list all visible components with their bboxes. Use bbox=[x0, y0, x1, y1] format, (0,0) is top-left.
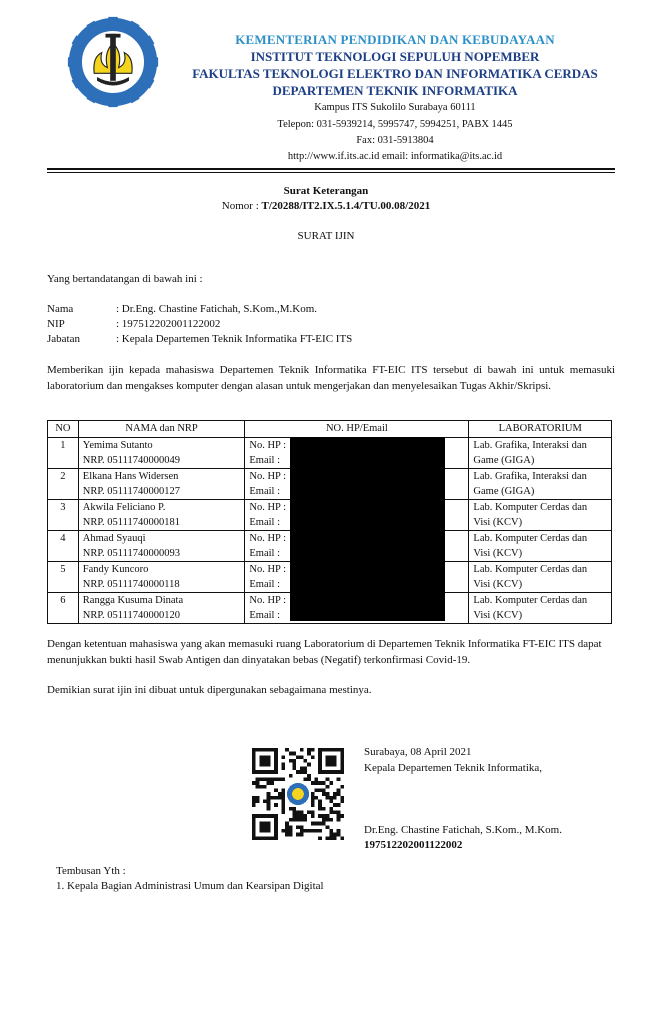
document-title: Surat Keterangan bbox=[283, 185, 369, 197]
hp-label: No. HP : bbox=[249, 533, 287, 544]
closing-paragraph: Demikian surat ijin ini dibuat untuk dipergunakan sebagaimana mestinya. bbox=[47, 684, 372, 696]
document-number-value: T/20288/IT2.IX.5.1.4/TU.00.08/2021 bbox=[261, 200, 431, 212]
position-value: : Kepala Departemen Teknik Informatika FT-EIC ITS bbox=[116, 333, 353, 345]
letterhead-rule bbox=[47, 168, 615, 170]
hp-label: No. HP : bbox=[249, 502, 287, 513]
intro-text: Yang bertandatangan di bawah ini : bbox=[47, 273, 203, 285]
hp-label: No. HP : bbox=[249, 595, 287, 606]
student-nrp: NRP. 05111740000120 bbox=[82, 610, 181, 621]
lab-line-1: Lab. Grafika, Interaksi dan bbox=[473, 471, 587, 482]
student-nrp: NRP. 05111740000181 bbox=[82, 517, 181, 528]
phone-line: Telepon: 031-5939214, 5995747, 5994251, PABX 1445 bbox=[277, 119, 513, 130]
lab-line-2: Visi (KCV) bbox=[473, 610, 523, 621]
row-no: 6 bbox=[48, 593, 79, 624]
position-label: Jabatan bbox=[47, 333, 80, 345]
letterhead-rule-thin bbox=[47, 172, 615, 173]
fax-line: Fax: 031-5913804 bbox=[356, 135, 434, 146]
nip-value: : 197512202001122002 bbox=[116, 318, 221, 330]
cc-label: Tembusan Yth : bbox=[56, 865, 126, 877]
student-nrp: NRP. 05111740000093 bbox=[82, 548, 181, 559]
institute-heading: INSTITUT TEKNOLOGI SEPULUH NOPEMBER bbox=[250, 49, 540, 64]
faculty-heading: FAKULTAS TEKNOLOGI ELEKTRO DAN INFORMATIKA CERDAS bbox=[192, 66, 598, 81]
redaction-block bbox=[290, 437, 445, 621]
hp-label: No. HP : bbox=[249, 440, 287, 451]
lab-line-1: Lab. Grafika, Interaksi dan bbox=[473, 440, 587, 451]
student-name: Elkana Hans Widersen bbox=[82, 471, 179, 482]
email-label: Email : bbox=[249, 455, 280, 466]
lab-line-2: Visi (KCV) bbox=[473, 517, 523, 528]
row-no: 5 bbox=[48, 562, 79, 593]
email-label: Email : bbox=[249, 610, 280, 621]
student-nrp: NRP. 05111740000118 bbox=[82, 579, 180, 590]
its-logo bbox=[66, 15, 160, 109]
row-no: 3 bbox=[48, 500, 79, 531]
qr-code bbox=[252, 748, 344, 840]
document-subject: SURAT IJIN bbox=[297, 230, 355, 242]
hp-label: No. HP : bbox=[249, 564, 287, 575]
lab-line-1: Lab. Komputer Cerdas dan bbox=[473, 595, 588, 606]
web-email-line: http://www.if.its.ac.id email: informatika@its.ac.id bbox=[287, 151, 503, 162]
student-name: Akwila Feliciano P. bbox=[82, 502, 166, 513]
student-nrp: NRP. 05111740000049 bbox=[82, 455, 181, 466]
row-no: 2 bbox=[48, 469, 79, 500]
lab-line-1: Lab. Komputer Cerdas dan bbox=[473, 564, 588, 575]
header-contact: NO. HP/Email bbox=[245, 421, 469, 438]
signature-place-date: Surabaya, 08 April 2021 bbox=[364, 746, 472, 758]
nip-label: NIP bbox=[47, 318, 65, 330]
email-label: Email : bbox=[249, 548, 280, 559]
student-name: Yemima Sutanto bbox=[82, 440, 153, 451]
row-no: 1 bbox=[48, 438, 79, 469]
student-name: Fandy Kuncoro bbox=[82, 564, 149, 575]
lab-line-2: Game (GIGA) bbox=[473, 486, 535, 497]
signature-name: Dr.Eng. Chastine Fatichah, S.Kom., M.Kom. bbox=[364, 824, 562, 836]
student-name: Rangga Kusuma Dinata bbox=[82, 595, 184, 606]
email-label: Email : bbox=[249, 579, 280, 590]
student-name: Ahmad Syauqi bbox=[82, 533, 146, 544]
address-line: Kampus ITS Sukolilo Surabaya 60111 bbox=[314, 102, 476, 113]
header-name: NAMA dan NRP bbox=[78, 421, 245, 438]
email-label: Email : bbox=[249, 517, 280, 528]
student-nrp: NRP. 05111740000127 bbox=[82, 486, 181, 497]
document-number-label: Nomor : bbox=[221, 200, 259, 212]
lab-line-2: Visi (KCV) bbox=[473, 579, 523, 590]
lab-line-2: Visi (KCV) bbox=[473, 548, 523, 559]
cc-item: 1. Kepala Bagian Administrasi Umum dan Kearsipan Digital bbox=[56, 880, 324, 892]
name-label: Nama bbox=[47, 303, 74, 315]
lab-line-2: Game (GIGA) bbox=[473, 455, 535, 466]
row-no: 4 bbox=[48, 531, 79, 562]
lab-line-1: Lab. Komputer Cerdas dan bbox=[473, 502, 588, 513]
permission-paragraph: Memberikan ijin kepada mahasiswa Departemen Teknik Informatika FT-EIC ITS tersebut di bawah ini untuk memasuki laboratorium dan mengakses komputer dengan alasan untuk mengerjakan dan menyelesaikan Tugas Akhir/Skripsi. bbox=[47, 364, 615, 392]
signature-title: Kepala Departemen Teknik Informatika, bbox=[364, 762, 543, 774]
table-header-row bbox=[48, 421, 612, 438]
name-value: : Dr.Eng. Chastine Fatichah, S.Kom.,M.Kom. bbox=[116, 303, 318, 315]
lab-line-1: Lab. Komputer Cerdas dan bbox=[473, 533, 588, 544]
hp-label: No. HP : bbox=[249, 471, 287, 482]
department-heading: DEPARTEMEN TEKNIK INFORMATIKA bbox=[272, 83, 518, 98]
condition-paragraph: Dengan ketentuan mahasiswa yang akan memasuki ruang Laboratorium di Departemen Teknik Informatika FT-EIC ITS dapat menunjukkan bukti hasil Swab Antigen dan dinyatakan bebas (Negatif) terkonfirmasi Covid-19. bbox=[47, 638, 602, 666]
header-lab: LABORATORIUM bbox=[469, 421, 612, 438]
email-label: Email : bbox=[249, 486, 280, 497]
signature-nip: 197512202001122002 bbox=[364, 839, 463, 851]
document-number bbox=[0, 200, 652, 212]
header-no: NO bbox=[48, 421, 79, 438]
ministry-heading: KEMENTERIAN PENDIDIKAN DAN KEBUDAYAAN bbox=[235, 32, 555, 47]
